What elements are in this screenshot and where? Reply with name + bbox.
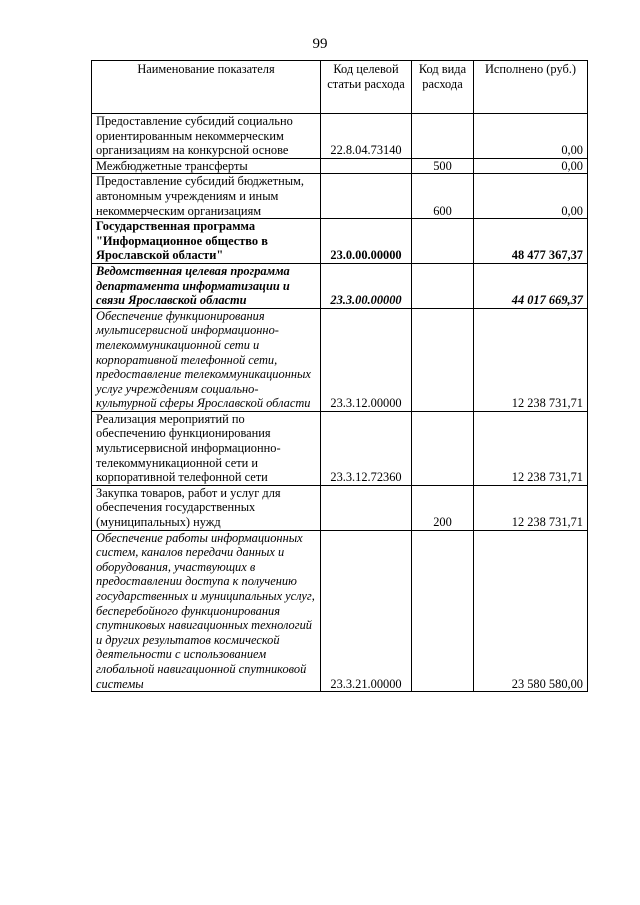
row-amount: 12 238 731,71 xyxy=(474,411,588,485)
row-name: Обеспечение функционирования мультисервисной информационно-телекоммуникационной сети и корпоративной телефонной сети, предоставление телекоммуникационных услуг учреждениям социально-культурной сферы Ярославской области xyxy=(92,308,321,411)
table-row xyxy=(92,485,588,530)
row-code xyxy=(321,174,412,219)
row-kind: 500 xyxy=(412,158,474,174)
row-kind xyxy=(412,530,474,692)
row-name: Обеспечение работы информационных систем, каналов передачи данных и оборудования, участвующих в предоставлении доступа к получению государственных и муниципальных услуг, бесперебойного функционирования спутниковых навигационных технологий и других результатов космической деятельности с использованием глобальной навигационной спутниковой системы xyxy=(92,530,321,692)
row-code: 23.3.21.00000 xyxy=(321,530,412,692)
row-kind xyxy=(412,411,474,485)
row-amount: 44 017 669,37 xyxy=(474,263,588,308)
row-kind xyxy=(412,308,474,411)
table-row xyxy=(92,219,588,264)
row-code xyxy=(321,485,412,530)
table-row xyxy=(92,174,588,219)
row-code: 23.3.12.72360 xyxy=(321,411,412,485)
budget-table xyxy=(91,60,588,692)
table-row xyxy=(92,308,588,411)
row-name: Межбюджетные трансферты xyxy=(92,158,321,174)
row-name: Реализация мероприятий по обеспечению функционирования мультисервисной информационно-телекоммуникационной сети и корпоративной телефонной сети xyxy=(92,411,321,485)
table-row xyxy=(92,411,588,485)
row-code: 23.3.12.00000 xyxy=(321,308,412,411)
header-indicator-name: Наименование показателя xyxy=(92,61,321,114)
row-kind: 600 xyxy=(412,174,474,219)
header-target-code: Код целевой статьи расхода xyxy=(321,61,412,114)
row-name: Предоставление субсидий социально ориентированным некоммерческим организациям на конкурсной основе xyxy=(92,114,321,159)
row-name: Закупка товаров, работ и услуг для обеспечения государственных (муниципальных) нужд xyxy=(92,485,321,530)
row-amount: 23 580 580,00 xyxy=(474,530,588,692)
row-kind: 200 xyxy=(412,485,474,530)
row-name: Государственная программа "Информационное общество в Ярославской области" xyxy=(92,219,321,264)
row-kind xyxy=(412,263,474,308)
row-kind xyxy=(412,219,474,264)
table-row xyxy=(92,263,588,308)
header-expense-kind: Код вида расхода xyxy=(412,61,474,114)
table-row xyxy=(92,114,588,159)
row-amount: 12 238 731,71 xyxy=(474,308,588,411)
row-amount: 48 477 367,37 xyxy=(474,219,588,264)
row-amount: 0,00 xyxy=(474,114,588,159)
row-code xyxy=(321,158,412,174)
row-name: Предоставление субсидий бюджетным, автономным учреждениям и иным некоммерческим организациям xyxy=(92,174,321,219)
row-amount: 0,00 xyxy=(474,174,588,219)
header-executed-amount: Исполнено (руб.) xyxy=(474,61,588,114)
table-row xyxy=(92,530,588,692)
row-amount: 12 238 731,71 xyxy=(474,485,588,530)
row-kind xyxy=(412,114,474,159)
row-code: 23.3.00.00000 xyxy=(321,263,412,308)
row-name: Ведомственная целевая программа департамента информатизации и связи Ярославской области xyxy=(92,263,321,308)
row-amount: 0,00 xyxy=(474,158,588,174)
row-code: 23.0.00.00000 xyxy=(321,219,412,264)
page-number: 99 xyxy=(312,36,328,52)
table-header-row xyxy=(92,61,588,114)
row-code: 22.8.04.73140 xyxy=(321,114,412,159)
table-row xyxy=(92,158,588,174)
